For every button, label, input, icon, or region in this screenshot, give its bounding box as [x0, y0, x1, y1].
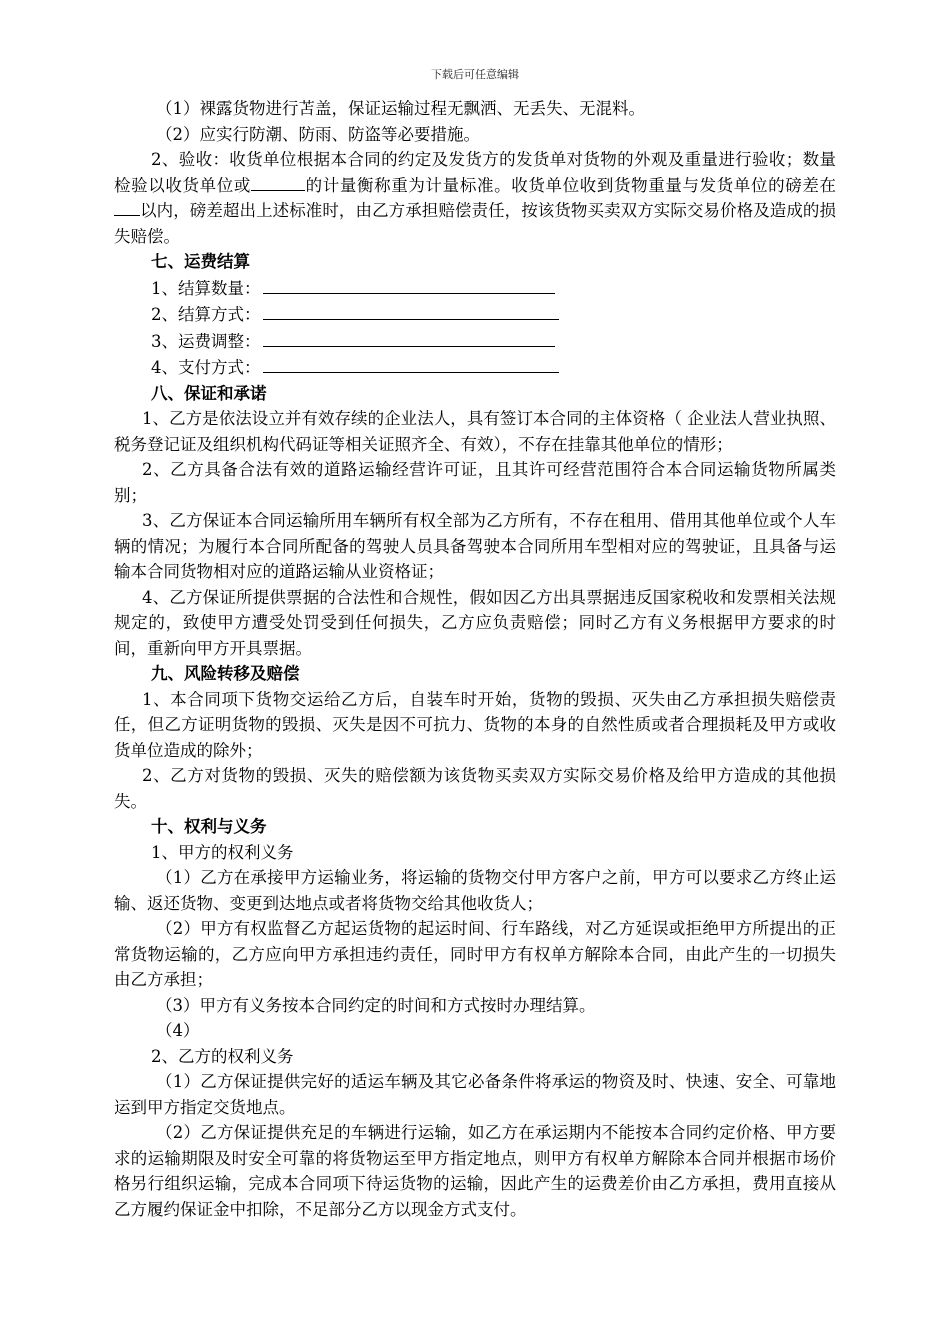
paragraph: （1）乙方在承接甲方运输业务，将运输的货物交付甲方客户之前，甲方可以要求乙方终止运输、返还货物、变更到达地点或者将货物交给其他收货人；	[114, 868, 836, 913]
paragraph-text: 的计量衡称重为计量标准。收货单位收到货物重量与发货单位的磅差在	[305, 175, 837, 195]
subsection-heading: 1、甲方的权利义务	[151, 842, 294, 862]
paragraph: 2、乙方对货物的毁损、灭失的赔偿额为该货物买卖双方实际交易价格及给甲方造成的其他损失。	[114, 766, 836, 811]
paragraph: （2）乙方保证提供充足的车辆进行运输，如乙方在承运期内不能按本合同约定价格、甲方要求的运输期限及时安全可靠的将货物运至甲方指定地点，则甲方有权单方解除本合同并根据市场价格另行组织运输，完成本合同项下待运货物的运输，因此产生的运费差价由乙方承担，费用直接从乙方履约保证金中扣除，不足部分乙方以现金方式支付。	[114, 1123, 836, 1219]
paragraph: 1、本合同项下货物交运给乙方后，自装车时开始，货物的毁损、灭失由乙方承担损失赔偿责任，但乙方证明货物的毁损、灭失是因不可抗力、货物的本身的自然性质或者合理损耗及甲方或收货单位造成的除外；	[114, 689, 836, 760]
paragraph: （3）甲方有义务按本合同约定的时间和方式按时办理结算。	[156, 995, 596, 1015]
section-heading: 七、运费结算	[151, 252, 250, 271]
page-header: 下载后可任意编辑	[431, 68, 519, 81]
paragraph: （1）乙方保证提供完好的适运车辆及其它必备条件将承运的物资及时、快速、安全、可靠地运到甲方指定交货地点。	[114, 1072, 836, 1117]
paragraph: 4、乙方保证所提供票据的合法性和合规性，假如因乙方出具票据违反国家税收和发票相关法规规定的，致使甲方遭受处罚受到任何损失，乙方应负责赔偿；同时乙方有义务根据甲方要求的时间，重新向甲方开具票据。	[114, 587, 836, 658]
blank-field	[263, 328, 555, 347]
form-line	[114, 354, 836, 381]
paragraph-text: 2、验收：收货单位根据本合同的约定及发货方的发货单对货物的外观及重量进行验收；数量检验以收货单位或	[114, 150, 836, 195]
section-heading: 九、风险转移及赔偿	[151, 664, 300, 683]
document-body	[114, 96, 836, 1222]
form-label: 3、运费调整：	[151, 331, 261, 351]
form-line	[114, 328, 836, 355]
paragraph: （2）甲方有权监督乙方起运货物的起运时间、行车路线，对乙方延误或拒绝甲方所提出的正常货物运输的，乙方应向甲方承担违约责任，同时甲方有权单方解除本合同，由此产生的一切损失由乙方承担；	[114, 919, 836, 989]
section-heading: 八、保证和承诺	[151, 383, 267, 403]
form-label: 2、结算方式：	[151, 305, 261, 324]
blank-field	[251, 174, 305, 191]
form-label: 4、支付方式：	[151, 358, 261, 377]
form-label: 1、结算数量：	[151, 278, 261, 298]
paragraph: 3、乙方保证本合同运输所用车辆所有权全部为乙方所有，不存在租用、借用其他单位或个人车辆的情况；为履行本合同所配备的驾驶人员具备驾驶本合同所用车型相对应的驾驶证，且具备与运输本合同货物相对应的道路运输从业资格证；	[114, 511, 836, 581]
paragraph	[114, 147, 836, 249]
paragraph: （1）裸露货物进行苫盖，保证运输过程无飘洒、无丢失、无混料。	[156, 99, 645, 118]
paragraph: 2、乙方具备合法有效的道路运输经营许可证，且其许可经营范围符合本合同运输货物所属类别；	[114, 460, 836, 505]
blank-field	[263, 275, 555, 294]
subsection-heading: 2、乙方的权利义务	[151, 1046, 294, 1066]
blank-field	[263, 354, 559, 373]
form-line	[114, 275, 836, 302]
section-heading: 十、权利与义务	[151, 817, 267, 836]
paragraph: 1、乙方是依法设立并有效存续的企业法人，具有签订本合同的主体资格（ 企业法人营业执照、税务登记证及组织机构代码证等相关证照齐全、有效），不存在挂靠其他单位的情形；	[114, 409, 836, 454]
blank-field	[114, 199, 140, 216]
paragraph-text: 以内，磅差超出上述标准时，由乙方承担赔偿责任，按该货物买卖双方实际交易价格及造成的损失赔偿。	[114, 201, 836, 246]
paragraph: （2）应实行防潮、防雨、防盗等必要措施。	[156, 124, 480, 144]
blank-field	[263, 301, 559, 320]
form-line	[114, 301, 836, 328]
paragraph: （4）	[156, 1021, 200, 1040]
